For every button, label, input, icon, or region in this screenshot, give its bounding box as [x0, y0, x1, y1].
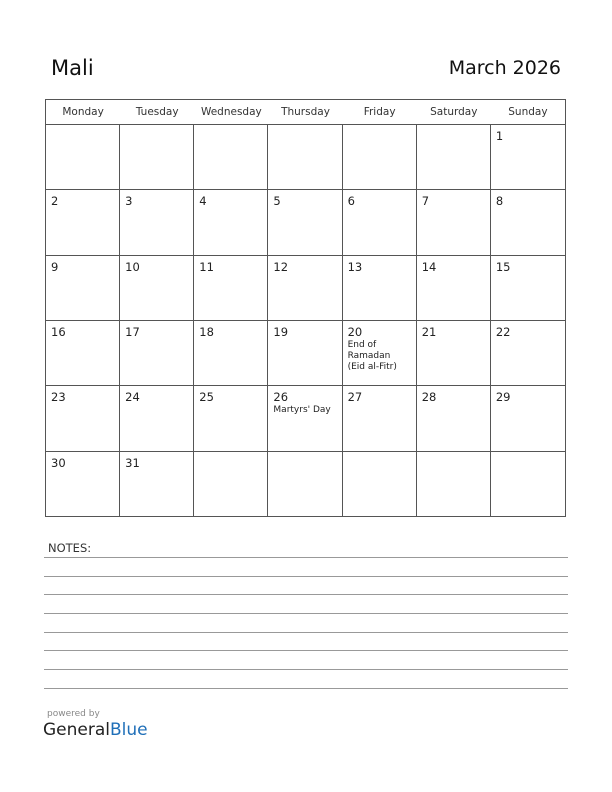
- powered-by-text: powered by: [47, 709, 100, 719]
- day-cell: [46, 125, 120, 190]
- day-cell: [120, 256, 194, 321]
- day-number: 15: [495, 259, 511, 274]
- weekday-wednesday: Wednesday: [200, 106, 262, 118]
- day-cell: [46, 386, 120, 451]
- notes-line: [44, 688, 568, 689]
- calendar-body: [46, 125, 565, 517]
- day-number: 22: [495, 325, 511, 339]
- day-cell: [417, 256, 491, 321]
- day-cell: [491, 125, 565, 190]
- day-cell: [194, 386, 268, 451]
- day-cell: [120, 452, 194, 517]
- brand-logo: [43, 720, 148, 740]
- weekday-tuesday: Tuesday: [135, 106, 179, 118]
- weekday-thursday: Thursday: [281, 106, 330, 118]
- day-number: 6: [347, 194, 355, 209]
- day-number: 10: [125, 259, 140, 274]
- weekday-sunday: Sunday: [508, 106, 548, 118]
- day-cell: [268, 386, 342, 451]
- day-cell: [343, 386, 417, 451]
- day-number: 31: [125, 455, 140, 470]
- day-cell: [417, 125, 491, 190]
- day-cell: [491, 256, 565, 321]
- day-number: 16: [51, 325, 66, 339]
- day-number: 7: [421, 194, 430, 209]
- notes-line: [44, 632, 568, 633]
- notes-line: [44, 650, 568, 651]
- day-number: 30: [51, 455, 66, 470]
- brand-blue: Blue: [110, 720, 148, 740]
- day-cell: [268, 256, 342, 321]
- weekday-monday: Monday: [62, 106, 104, 118]
- brand-general: General: [43, 720, 110, 740]
- day-cell: [343, 125, 417, 190]
- day-number: 1: [495, 129, 504, 143]
- day-number: 12: [273, 259, 289, 274]
- day-cell: [417, 386, 491, 451]
- day-cell: [268, 321, 342, 386]
- day-cell: [120, 190, 194, 255]
- notes-label: NOTES:: [48, 541, 92, 555]
- calendar-grid: [45, 99, 566, 517]
- day-cell: [268, 125, 342, 190]
- day-cell: [343, 452, 417, 517]
- day-number: 9: [51, 259, 59, 274]
- day-number: 21: [421, 325, 437, 339]
- day-cell: [120, 321, 194, 386]
- day-number: 23: [51, 390, 66, 405]
- day-number: 8: [495, 194, 504, 209]
- day-cell: [417, 452, 491, 517]
- day-number: 29: [495, 390, 511, 405]
- notes-line: [44, 613, 568, 614]
- day-cell: [491, 321, 565, 386]
- day-cell: [194, 125, 268, 190]
- day-cell: [194, 256, 268, 321]
- day-number: 2: [51, 194, 59, 209]
- day-number: 4: [199, 194, 207, 209]
- day-number: 5: [273, 194, 281, 209]
- day-cell: [491, 386, 565, 451]
- day-cell: [343, 321, 417, 386]
- day-cell: [417, 190, 491, 255]
- day-cell: [491, 190, 565, 255]
- day-number: 11: [199, 259, 214, 274]
- day-number: 28: [421, 390, 437, 405]
- day-number: 3: [125, 194, 133, 209]
- day-cell: [120, 125, 194, 190]
- notes-line: [44, 594, 568, 595]
- day-number: 14: [421, 259, 437, 274]
- day-cell: [46, 190, 120, 255]
- weekday-header-row: [46, 100, 565, 125]
- day-cell: [194, 190, 268, 255]
- day-number: 17: [125, 325, 140, 339]
- day-number: 26: [273, 390, 289, 405]
- weekday-saturday: Saturday: [430, 106, 478, 118]
- day-number: 13: [347, 259, 363, 274]
- day-cell: [194, 321, 268, 386]
- month-title: March 2026: [448, 57, 561, 79]
- day-number: 24: [125, 390, 140, 405]
- day-cell: [46, 452, 120, 517]
- day-cell: [491, 452, 565, 517]
- day-number: 25: [199, 390, 214, 405]
- notes-line: [44, 669, 568, 670]
- day-cell: [268, 190, 342, 255]
- day-number: 19: [273, 325, 289, 339]
- holiday-label: End of Ramadan (Eid al-Fitr): [347, 340, 397, 372]
- day-cell: [343, 256, 417, 321]
- day-cell: [120, 386, 194, 451]
- day-number: 18: [199, 325, 214, 339]
- day-cell: [268, 452, 342, 517]
- day-cell: [417, 321, 491, 386]
- day-number: 20: [347, 325, 363, 339]
- notes-line: [44, 576, 568, 577]
- day-cell: [194, 452, 268, 517]
- day-cell: [46, 321, 120, 386]
- weekday-friday: Friday: [363, 106, 396, 118]
- day-cell: [343, 190, 417, 255]
- day-cell: [46, 256, 120, 321]
- holiday-label: Martyrs' Day: [273, 405, 331, 416]
- country-title: Mali: [51, 56, 94, 80]
- day-number: 27: [347, 390, 363, 405]
- notes-line: [44, 557, 568, 558]
